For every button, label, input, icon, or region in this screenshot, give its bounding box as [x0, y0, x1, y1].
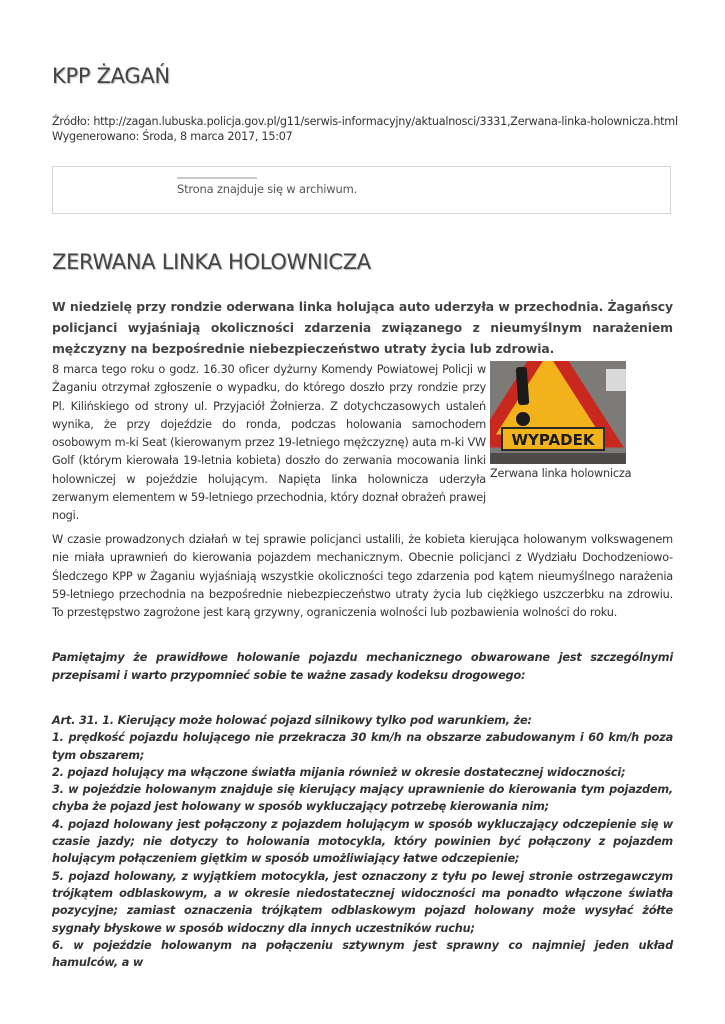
source-meta [52, 114, 678, 144]
law-item: 4. pojazd holowany jest połączony z pojazdem holującym w sposób wykluczający odczepienie się w czasie jazdy; nie dotyczy to holowania motocykla, który powinien być połączony z pojazdem holującym połączeniem giętkim w sposób umożliwiający łatwe odczepienie; [52, 817, 673, 866]
article-paragraph-3: Pamiętajmy że prawidłowe holowanie pojazdu mechanicznego obwarowane jest szczególnymi przepisami i warto przypomnieć sobie te ważne zasady kodeksu drogowego: [52, 651, 673, 683]
law-item: 5. pojazd holowany, z wyjątkiem motocykla, jest oznaczony z tyłu po lewej stronie ostrzegawczym trójkątem odblaskowym, a w okresie niedostatecznej widoczności ma ponadto włączone światła pozycyjne; zamiast oznaczenia trójkątem odblaskowym pojazd holowany może wysyłać żółte sygnały błyskowe w sposób widoczny dla innych uczestników ruchu; [52, 869, 673, 935]
warning-sign-photo[interactable] [490, 361, 626, 464]
law-item: 3. w pojeździe holowanym znajduje się kierujący mający uprawnienie do kierowania tym pojazdem, chyba że pojazd jest holowany w sposób wykluczający potrzebę kierowania nim; [52, 783, 673, 814]
law-article-31 [52, 712, 673, 971]
article-paragraph-2: W czasie prowadzonych działań w tej sprawie policjanci ustalili, że kobieta kierująca holowanym volkswagenem nie miała uprawnień do kierowania pojazdem mechanicznym. Obecnie policjanci z Wydziału Dochodzeniowo-Śledczego KPP w Żaganiu wyjaśniają wszystkie okoliczności tego zdarzenia pod kątem nieumyślnego narażenia 59-letniego przechodnia na bezpośrednie niebezpieczeństwo utraty życia lub ciężkiego uszczerbku na zdrowiu. To przestępstwo zagrożone jest karą grzywny, ograniczenia wolności lub pozbawienia wolności do roku. [52, 533, 673, 620]
archive-notice-box [52, 166, 671, 214]
site-title: KPP ŻAGAŃ [52, 64, 170, 88]
archive-notice-divider [177, 177, 257, 179]
law-item: Art. 31. 1. Kierujący może holować pojazd silnikowy tylko pod warunkiem, że: [52, 714, 532, 727]
law-item: 1. prędkość pojazdu holującego nie przekracza 30 km/h na obszarze zabudowanym i 60 km/h poza tym obszarem; [52, 731, 673, 762]
law-item: 2. pojazd holujący ma włączone światła mijania również w okresie dostatecznej widoczności; [52, 765, 626, 779]
article-paragraph-1: 8 marca tego roku o godz. 16.30 oficer dyżurny Komendy Powiatowej Policji w Żaganiu otrzymał zgłoszenie o wypadku, do którego doszło przy rondzie przy Pl. Kilińskiego od strony ul. Przyjaciół Żołnierza. Z dotychczasowych ustaleń wynika, że przy dojeździe do ronda, podczas holowania samochodem osobowym m-ki Seat (kierowanym przez 19-letniego mężczyznę) auta m-ki VW Golf (którym kierowała 19-letnia kobieta) doszło do zerwania mocowania linki holowniczej w pojeździe holującym. Napięta linka holownicza uderzyła zerwanym elementem w 59-letniego przechodnia, który doznał obrażeń prawej nogi. [52, 363, 486, 523]
article-lead: W niedzielę przy rondzie oderwana linka holująca auto uderzyła w przechodnia. Żagańscy policjanci wyjaśniają okoliczności zdarzenia związanego z nieumyślnym narażeniem mężczyzny na bezpośrednie niebezpieczeństwo utraty życia lub zdrowia. [52, 299, 673, 356]
sign-text: WYPADEK [511, 431, 595, 449]
law-item: 6. w pojeździe holowanym na połączeniu sztywnym jest sprawny co najmniej jeden układ hamulców, a w [52, 938, 673, 970]
source-url-line: Źródło: http://zagan.lubuska.policja.gov.pl/g11/serwis-informacyjny/aktualnosci/3331,Zerwana-linka-holownicza.html [52, 115, 678, 128]
warning-sign-icon [490, 361, 626, 464]
archive-notice-text: Strona znajduje się w archiwum. [177, 182, 358, 196]
image-caption: Zerwana linka holownicza [490, 467, 632, 480]
generated-date-line: Wygenerowano: Środa, 8 marca 2017, 15:07 [52, 130, 293, 143]
article-title: ZERWANA LINKA HOLOWNICZA [52, 250, 371, 274]
